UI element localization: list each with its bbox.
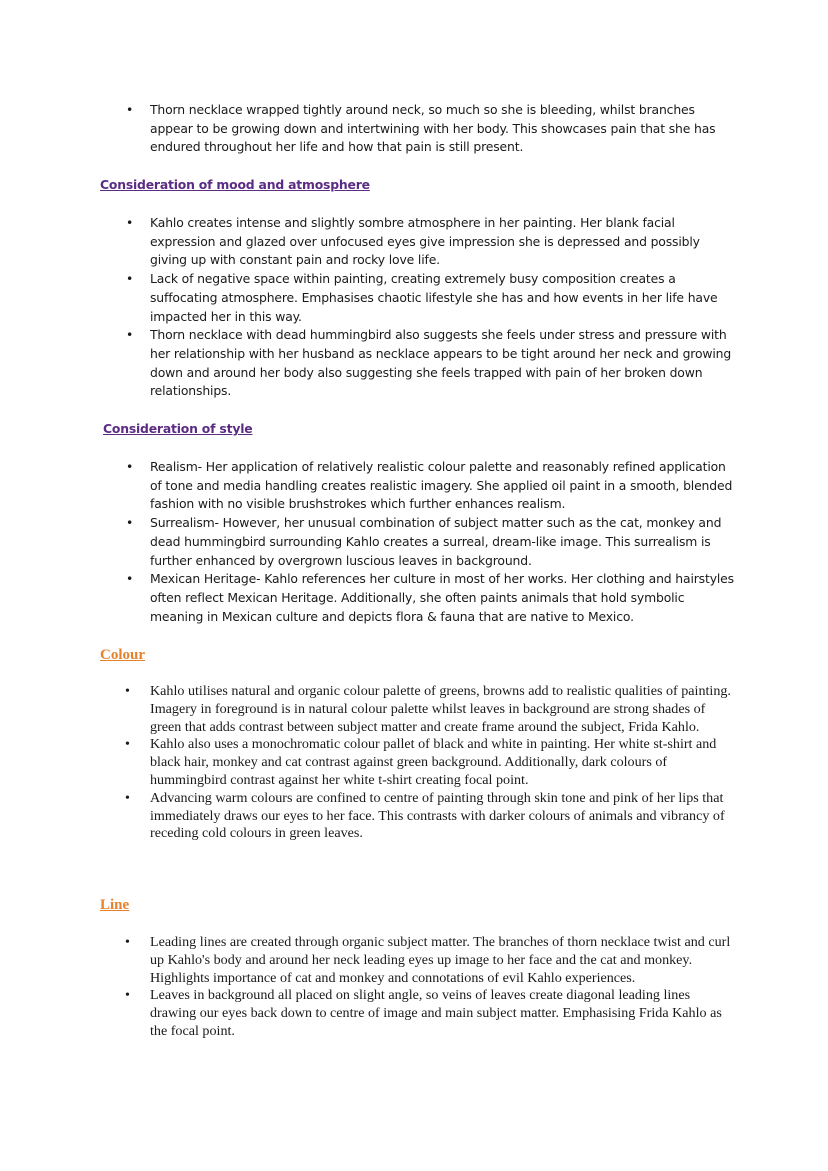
bullet-icon: • (126, 327, 134, 343)
bullet-icon: • (126, 459, 134, 474)
list-item (126, 214, 740, 270)
style-list (126, 458, 740, 626)
list-item-text: Kahlo also uses a monochromatic colour pallet of black and white in painting. Her white st-shirt and black hair, monkey and cat contrast against green background. Additionally, dark colours of hummingbird contrast against her white t-shirt creating focal point. (150, 736, 717, 788)
mood-list (126, 214, 740, 401)
list-item-text: Surrealism- However, her unusual combination of subject matter such as the cat, monkey and dead hummingbird surrounding Kahlo creates a surreal, dream-like image. This surrealism is further enhanced by overgrown luscious leaves in background. (150, 515, 722, 568)
list-item-text: Realism- Her application of relatively realistic colour palette and reasonably refined application of tone and media handling creates realistic imagery. She applied oil paint in a smooth, blended fashion with no visible brushstrokes which further enhances realism. (150, 459, 733, 512)
list-item-text: Kahlo creates intense and slightly sombre atmosphere in her painting. Her blank facial expression and glazed over unfocused eyes give impression she is depressed and possibly giving up with constant pain and rocky love life. (150, 215, 700, 268)
section-heading-style: Consideration of style (103, 421, 253, 436)
list-item-text: Advancing warm colours are confined to centre of painting through skin tone and pink of her lips that immediately draws our eyes to her face. This contrasts with darker colours of animals and vibrancy of receding cold colours in green leaves. (150, 789, 725, 842)
list-item-text: Mexican Heritage- Kahlo references her culture in most of her works. Her clothing and hairstyles often reflect Mexican Heritage. Additionally, she often paints animals that hold symbolic meaning in Mexican culture and depicts flora & fauna that are native to Mexico. (150, 571, 734, 624)
list-item (126, 514, 740, 570)
bullet-icon: • (125, 789, 130, 806)
bullet-icon: • (126, 571, 134, 587)
list-item (126, 326, 740, 401)
list-item (126, 270, 740, 326)
list-item-text: Thorn necklace wrapped tightly around neck, so much so she is bleeding, whilst branches appear to be growing down and intertwining with her body. This showcases pain that she has endured throughout her life and how that pain is still present. (150, 102, 716, 155)
bullet-icon: • (126, 515, 134, 531)
list-item (125, 736, 735, 789)
colour-list (125, 683, 735, 843)
line-list (125, 934, 735, 1041)
list-item-text: Lack of negative space within painting, creating extremely busy composition creates a suffocating atmosphere. Emphasises chaotic lifestyle she has and how events in her life have impacted her in this way. (150, 271, 718, 324)
list-item (126, 101, 740, 157)
list-item-text: Leaves in background all placed on slight angle, so veins of leaves create diagonal leading lines drawing our eyes back down to centre of image and main subject matter. Emphasising Frida Kahlo as the focal point. (150, 987, 722, 1039)
section-heading-colour: Colour (100, 647, 145, 663)
intro-list (126, 101, 740, 157)
list-item (125, 789, 735, 843)
bullet-icon: • (126, 215, 134, 230)
list-item (125, 934, 735, 987)
section-heading-mood: Consideration of mood and atmosphere (100, 177, 370, 192)
list-item-text: Thorn necklace with dead hummingbird also suggests she feels under stress and pressure with her relationship with her husband as necklace appears to be tight around her neck and growing down and around her body also suggesting she feels trapped with pain of her broken down relationships. (150, 327, 732, 399)
bullet-icon: • (125, 987, 130, 1004)
list-item (126, 458, 740, 514)
list-item (125, 683, 735, 736)
list-item-text: Kahlo utilises natural and organic colour palette of greens, browns add to realistic qualities of painting. Imagery in foreground is in natural colour palette whilst leaves in background are strong shades of green that adds contrast between subject matter and create frame around the subject, Frida Kahlo. (150, 683, 731, 735)
list-item (125, 987, 735, 1040)
bullet-icon: • (126, 271, 134, 287)
list-item (126, 570, 740, 626)
bullet-icon: • (125, 683, 130, 699)
section-heading-line: Line (100, 897, 130, 913)
bullet-icon: • (125, 934, 130, 950)
bullet-icon: • (125, 736, 130, 753)
bullet-icon: • (126, 102, 134, 117)
list-item-text: Leading lines are created through organic subject matter. The branches of thorn necklace twist and curl up Kahlo's body and around her neck leading eyes up image to her face and the cat and monkey. Highlights importance of cat and monkey and connotations of evil Kahlo experiences. (150, 934, 731, 986)
